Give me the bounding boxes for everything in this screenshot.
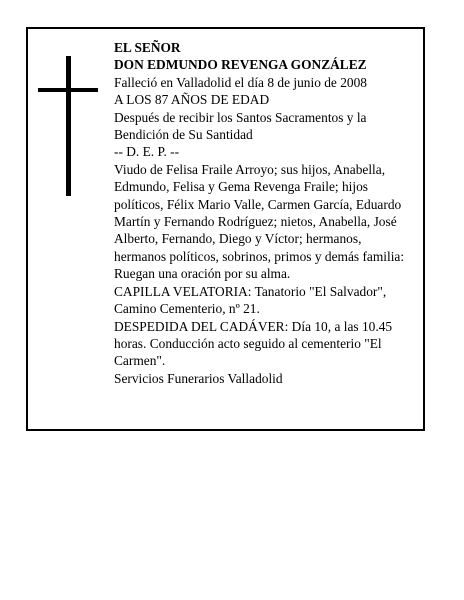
- cross-horizontal-bar: [38, 88, 98, 92]
- obituary-frame: [26, 27, 425, 431]
- age-line: A LOS 87 AÑOS DE EDAD: [114, 92, 270, 108]
- family-paragraph: Viudo de Felisa Fraile Arroyo; sus hijos, Anabella, Edmundo, Felisa y Gema Revenga Fraile; hijos políticos, Félix Mario Valle, Carmen García, Eduardo Martín y Fernando Rodríguez; nietos, Anabella, José Alberto, Fernando, Diego y Víctor; hermanos, hermanos políticos, sobrinos, primos y demás familia:: [114, 161, 405, 264]
- prayer-line: Ruegan una oración por su alma.: [114, 266, 291, 282]
- deceased-name: DON EDMUNDO REVENGA GONZÁLEZ: [114, 57, 367, 73]
- chapel-paragraph: CAPILLA VELATORIA: Tanatorio "El Salvador", Camino Cementerio, nº 21.: [114, 283, 387, 317]
- sacraments-paragraph: Después de recibir los Santos Sacramentos y la Bendición de Su Santidad: [114, 109, 367, 143]
- rip-line: -- D. E. P. --: [114, 144, 180, 160]
- cross-vertical-bar: [66, 56, 71, 196]
- farewell-paragraph: DESPEDIDA DEL CADÁVER: Día 10, a las 10.45 horas. Conducción acto seguido al cementerio "El Carmen".: [114, 318, 393, 369]
- death-date: Falleció en Valladolid el día 8 de junio de 2008: [114, 74, 368, 90]
- funeral-services-line: Servicios Funerarios Valladolid: [114, 370, 283, 386]
- title-line-1: EL SEÑOR: [114, 40, 181, 55]
- obituary-text: [114, 39, 414, 387]
